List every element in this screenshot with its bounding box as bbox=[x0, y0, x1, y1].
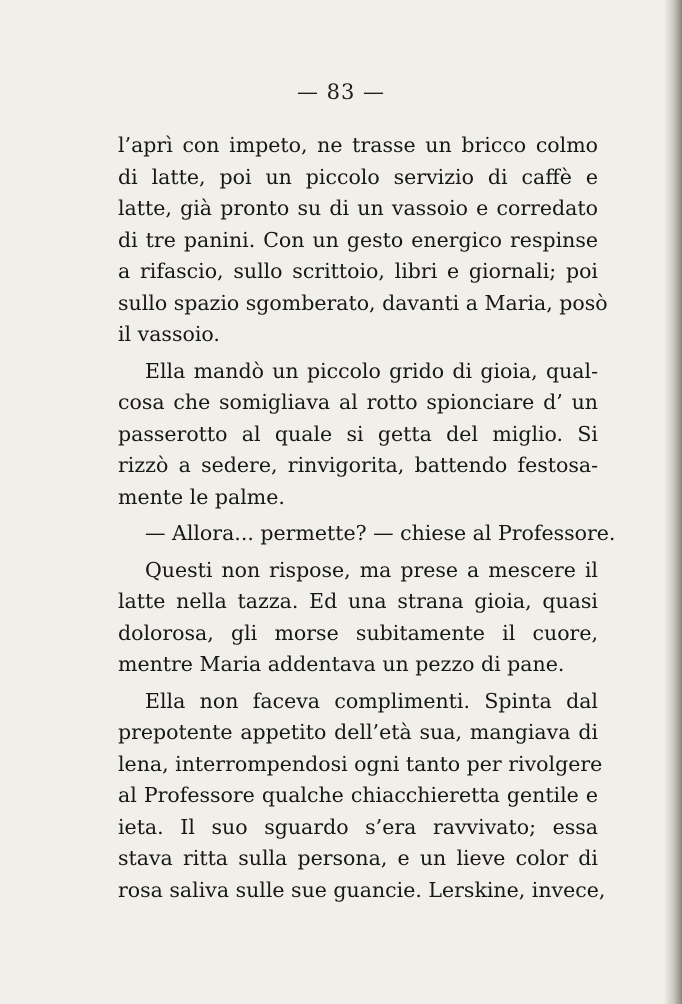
text-line: lena, interrompendosi ogni tanto per rivolgere bbox=[118, 751, 603, 776]
text-line: a rifascio, sullo scrittoio, libri e giornali; poi bbox=[118, 259, 598, 283]
text-line: latte nella tazza. Ed una strana gioia, quasi bbox=[118, 589, 598, 613]
text-line: l’aprì con impeto, ne trasse un bricco colmo bbox=[118, 133, 598, 157]
text-line: sullo spazio sgomberato, davanti a Maria, posò bbox=[118, 290, 608, 315]
page-number: — 83 — bbox=[296, 80, 386, 104]
text-line: mentre Maria addentava un pezzo di pane. bbox=[118, 652, 565, 676]
text-line: Ella non faceva complimenti. Spinta dal bbox=[145, 688, 598, 713]
text-line: il vassoio. bbox=[118, 322, 220, 346]
text-line: — Allora... permette? — chiese al Professore. bbox=[145, 521, 616, 545]
body-text bbox=[118, 130, 616, 906]
text-line: Ella mandò un piccolo grido di gioia, qual- bbox=[145, 358, 598, 383]
text-line: mente le palme. bbox=[118, 484, 285, 509]
text-line: stava ritta sulla persona, e un lieve color di bbox=[118, 846, 598, 870]
text-line: rizzò a sedere, rinvigorita, battendo festosa- bbox=[118, 453, 598, 477]
text-line: rosa saliva sulle sue guancie. Lerskine, invece, bbox=[118, 877, 606, 902]
text-line: di tre panini. Con un gesto energico respinse bbox=[118, 227, 598, 252]
text-line: cosa che somigliava al rotto spionciare d’ un bbox=[118, 390, 598, 414]
text-line: dolorosa, gli morse subitamente il cuore, bbox=[118, 620, 598, 645]
text-line: di latte, poi un piccolo servizio di caffè e bbox=[118, 164, 598, 189]
page-binding-edge bbox=[664, 0, 682, 1004]
text-line: passerotto al quale si getta del miglio. Si bbox=[118, 421, 598, 446]
text-line: latte, già pronto su di un vassoio e corredato bbox=[118, 196, 598, 220]
text-line: prepotente appetito dell’età sua, mangiava di bbox=[118, 720, 598, 744]
text-line: al Professore qualche chiacchieretta gentile e bbox=[118, 783, 598, 807]
text-line: ieta. Il suo sguardo s’era ravvivato; essa bbox=[118, 814, 598, 839]
text-line: Questi non rispose, ma prese a mescere il bbox=[145, 557, 598, 582]
